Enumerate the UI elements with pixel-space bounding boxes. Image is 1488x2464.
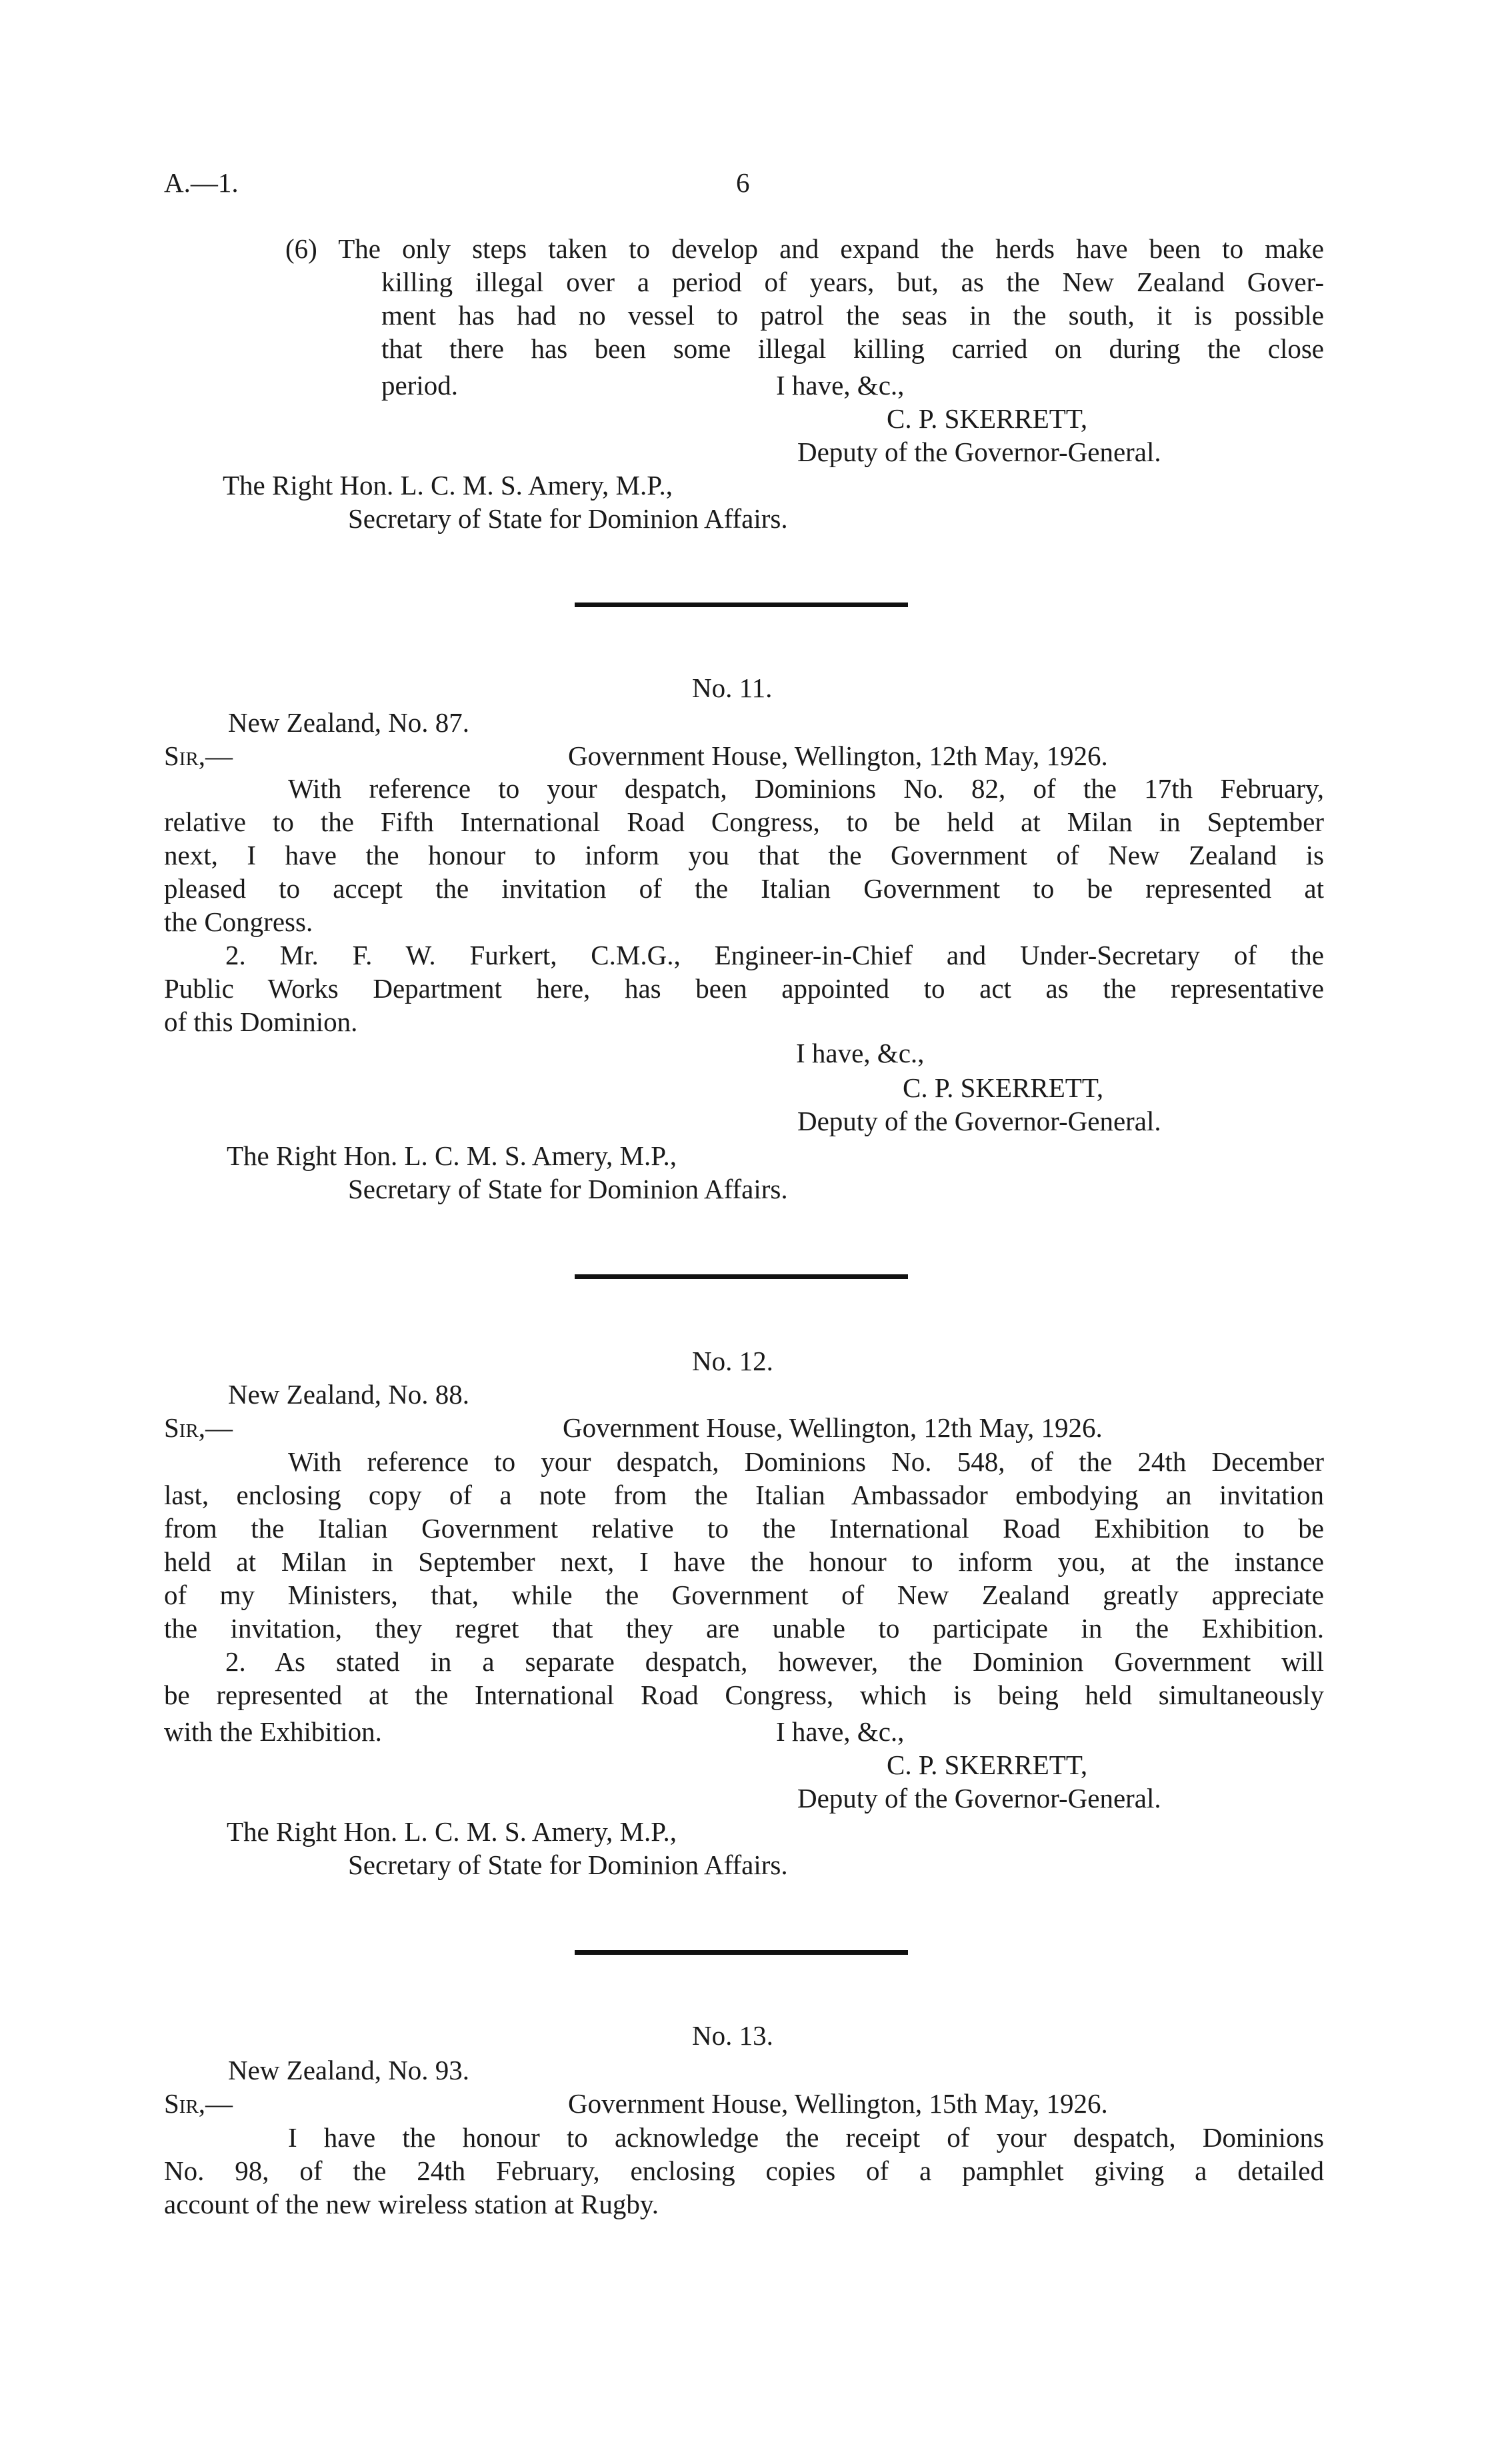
text-line: last, enclosing copy of a note from the Italian Ambassador embodying an invitation	[164, 1480, 1324, 1510]
text-line: 2. Mr. F. W. Furkert, C.M.G., Engineer-in-Chief and Under-Secretary of the	[225, 940, 1324, 970]
salutation: Sir,—	[164, 1412, 233, 1443]
text-line: With reference to your despatch, Dominions No. 82, of the 17th February,	[288, 773, 1324, 804]
despatch-number: No. 11.	[692, 672, 773, 703]
despatch-reference: New Zealand, No. 88.	[228, 1379, 470, 1410]
closing: I have, &c.,	[776, 370, 905, 401]
text-line: account of the new wireless station at Rugby.	[164, 2189, 659, 2219]
location-date: Government House, Wellington, 12th May, 1926.	[568, 740, 1108, 771]
section-divider	[575, 1274, 908, 1279]
text-line: I have the honour to acknowledge the receipt of your despatch, Dominions	[288, 2122, 1324, 2153]
addressee: The Right Hon. L. C. M. S. Amery, M.P.,	[223, 470, 673, 501]
text-line: ment has had no vessel to patrol the seas in the south, it is possible	[381, 300, 1324, 331]
text-line: the Congress.	[164, 906, 313, 937]
signature: C. P. SKERRETT,	[887, 1750, 1088, 1780]
text-line: Public Works Department here, has been appointed to act as the representative	[164, 973, 1324, 1004]
addressee-title: Secretary of State for Dominion Affairs.	[348, 1849, 788, 1880]
text-line: be represented at the International Road Congress, which is being held simultaneously	[164, 1680, 1324, 1710]
text-line: (6) The only steps taken to develop and expand the herds have been to make	[285, 233, 1324, 264]
signature-title: Deputy of the Governor-General.	[797, 1783, 1161, 1814]
despatch-reference: New Zealand, No. 87.	[228, 707, 470, 738]
location-date: Government House, Wellington, 12th May, 1926.	[563, 1412, 1103, 1443]
despatch-reference: New Zealand, No. 93.	[228, 2055, 470, 2085]
text-line: held at Milan in September next, I have the honour to inform you, at the instance	[164, 1546, 1324, 1577]
text-line: killing illegal over a period of years, but, as the New Zealand Gover-	[381, 267, 1324, 297]
signature-title: Deputy of the Governor-General.	[797, 1106, 1161, 1136]
text-line: with the Exhibition.	[164, 1716, 382, 1747]
addressee-title: Secretary of State for Dominion Affairs.	[348, 1174, 788, 1204]
addressee-title: Secretary of State for Dominion Affairs.	[348, 503, 788, 534]
signature: C. P. SKERRETT,	[887, 403, 1088, 434]
page-number: 6	[736, 167, 750, 198]
text-line: No. 98, of the 24th February, enclosing copies of a pamphlet giving a detailed	[164, 2155, 1324, 2186]
addressee: The Right Hon. L. C. M. S. Amery, M.P.,	[227, 1816, 677, 1847]
text-line: the invitation, they regret that they are unable to participate in the Exhibition.	[164, 1613, 1324, 1644]
series-code: A.—1.	[164, 167, 239, 198]
salutation: Sir,—	[164, 740, 233, 771]
signature-title: Deputy of the Governor-General.	[797, 437, 1161, 467]
signature: C. P. SKERRETT,	[903, 1072, 1104, 1103]
text-line: pleased to accept the invitation of the Italian Government to be represented at	[164, 873, 1324, 904]
closing: I have, &c.,	[796, 1038, 925, 1068]
section-divider	[575, 603, 908, 607]
salutation: Sir,—	[164, 2088, 233, 2119]
text-line: With reference to your despatch, Dominions No. 548, of the 24th December	[288, 1446, 1324, 1477]
text-line: relative to the Fifth International Road Congress, to be held at Milan in September	[164, 806, 1324, 837]
despatch-number: No. 13.	[692, 2020, 773, 2051]
despatch-number: No. 12.	[692, 1346, 773, 1376]
addressee: The Right Hon. L. C. M. S. Amery, M.P.,	[227, 1140, 677, 1171]
section-divider	[575, 1950, 908, 1955]
text-line: 2. As stated in a separate despatch, however, the Dominion Government will	[225, 1646, 1324, 1677]
location-date: Government House, Wellington, 15th May, 1926.	[568, 2088, 1108, 2119]
text-line: from the Italian Government relative to the International Road Exhibition to be	[164, 1513, 1324, 1544]
text-line: next, I have the honour to inform you that the Government of New Zealand is	[164, 840, 1324, 870]
text-line: of this Dominion.	[164, 1006, 358, 1037]
text-line: of my Ministers, that, while the Government of New Zealand greatly appreciate	[164, 1580, 1324, 1610]
closing: I have, &c.,	[776, 1716, 905, 1747]
text-line: period.	[381, 370, 458, 401]
text-line: that there has been some illegal killing carried on during the close	[381, 333, 1324, 364]
